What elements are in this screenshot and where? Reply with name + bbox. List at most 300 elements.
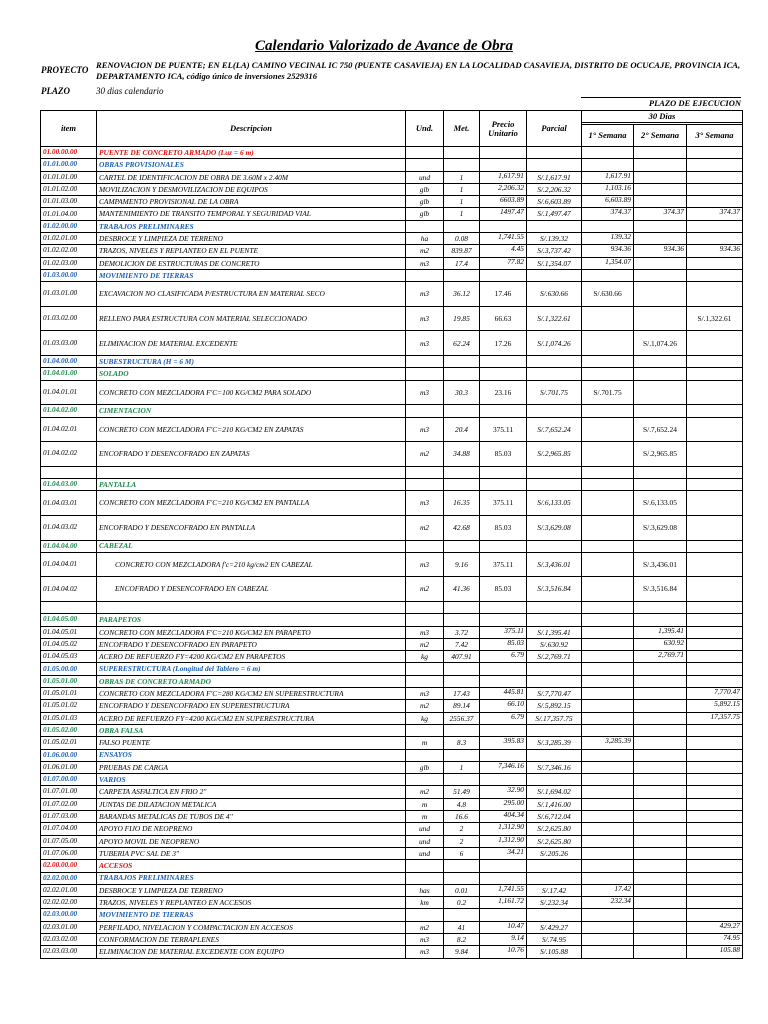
und-cell: m <box>406 811 444 823</box>
table-row <box>41 921 743 933</box>
precio-cell <box>480 220 527 232</box>
semana-1-cell <box>582 774 634 786</box>
precio-cell: 375.11 <box>480 417 527 442</box>
semana-2-cell <box>634 934 687 946</box>
precio-cell: 404.34 <box>480 811 527 823</box>
descripcion-cell: ACERO DE REFUERZO FY=4200 KG/CM2 EN PARAPETOS <box>97 651 406 663</box>
met-cell: 17.43 <box>444 688 480 700</box>
item-cell: 01.06.00.00 <box>41 749 97 761</box>
semana-1-cell <box>582 356 634 368</box>
und-cell: m2 <box>406 515 444 540</box>
semana-3-cell <box>687 872 743 884</box>
item-cell: 01.04.01.01 <box>41 380 97 405</box>
semana-1-cell <box>582 724 634 736</box>
precio-cell <box>480 663 527 675</box>
semana-1-cell <box>582 159 634 171</box>
semana-3-cell <box>687 811 743 823</box>
precio-cell: 6603.89 <box>480 196 527 208</box>
descripcion-cell: PRUEBAS DE CARGA <box>97 761 406 773</box>
descripcion-cell: CONCRETO CON MEZCLADORA F'C=280 KG/CM2 EN SUPERESTRUCTURA <box>97 688 406 700</box>
met-cell <box>444 147 480 159</box>
precio-cell <box>480 356 527 368</box>
item-cell: 02.02.02.00 <box>41 897 97 909</box>
semana-2-cell: 374.37 <box>634 208 687 220</box>
met-cell: 2 <box>444 835 480 847</box>
und-cell: m3 <box>406 417 444 442</box>
descripcion-cell: MOVIMIENTO DE TIERRAS <box>97 269 406 281</box>
und-cell: m3 <box>406 306 444 331</box>
item-cell: 02.03.02.00 <box>41 934 97 946</box>
und-cell <box>406 147 444 159</box>
semana-1-cell <box>582 786 634 798</box>
item-cell: 01.07.04.00 <box>41 823 97 835</box>
und-cell <box>406 614 444 626</box>
table-row <box>41 761 743 773</box>
table-row <box>41 208 743 220</box>
met-cell: 407.91 <box>444 651 480 663</box>
met-cell <box>444 675 480 687</box>
und-cell: m2 <box>406 577 444 602</box>
descripcion-cell: ENCOFRADO Y DESENCOFRADO EN CABEZAL <box>97 577 406 602</box>
semana-3-cell <box>687 491 743 516</box>
item-cell: 01.01.02.00 <box>41 183 97 195</box>
semana-3-cell <box>687 601 743 613</box>
semana-3-cell <box>687 909 743 921</box>
table-row <box>41 811 743 823</box>
semana-3-cell <box>687 786 743 798</box>
precio-cell <box>480 540 527 552</box>
semana-1-cell <box>582 909 634 921</box>
parcial-cell <box>527 368 582 380</box>
descripcion-cell: OBRAS DE CONCRETO ARMADO <box>97 675 406 687</box>
parcial-cell: S/.630.66 <box>527 282 582 307</box>
und-cell: ha <box>406 233 444 245</box>
semana-2-cell <box>634 688 687 700</box>
section-row <box>41 540 743 552</box>
precio-cell: 7,346.16 <box>480 761 527 773</box>
section-row <box>41 147 743 159</box>
semana-2-cell <box>634 368 687 380</box>
semana-3-cell: 374.37 <box>687 208 743 220</box>
parcial-cell: S/.205.26 <box>527 847 582 859</box>
precio-cell <box>480 269 527 281</box>
und-cell: m2 <box>406 442 444 467</box>
semana-3-cell <box>687 479 743 491</box>
met-cell: 3.72 <box>444 626 480 638</box>
semana-1-cell <box>582 688 634 700</box>
precio-cell: 6.79 <box>480 712 527 724</box>
descripcion-cell: CIMENTACION <box>97 405 406 417</box>
item-cell: 02.03.01.00 <box>41 921 97 933</box>
precio-cell: 1,161.72 <box>480 897 527 909</box>
descripcion-cell: PERFILADO, NIVELACION Y COMPACTACION EN ACCESOS <box>97 921 406 933</box>
und-cell: m3 <box>406 282 444 307</box>
semana-3-cell <box>687 577 743 602</box>
semana-1-cell <box>582 491 634 516</box>
und-cell <box>406 872 444 884</box>
section-row <box>41 368 743 380</box>
semana-1-cell <box>582 798 634 810</box>
semana-1-cell: 3,285.39 <box>582 737 634 749</box>
descripcion-cell: OBRAS PROVISIONALES <box>97 159 406 171</box>
semana-2-cell <box>634 835 687 847</box>
semana-3-cell <box>687 552 743 577</box>
precio-cell <box>480 675 527 687</box>
met-cell: 0.2 <box>444 897 480 909</box>
precio-cell: 85.03 <box>480 442 527 467</box>
table-row <box>41 626 743 638</box>
semana-2-cell <box>634 897 687 909</box>
und-cell: glb <box>406 183 444 195</box>
table-row <box>41 601 743 613</box>
met-cell: 41.36 <box>444 577 480 602</box>
met-cell: 20.4 <box>444 417 480 442</box>
descripcion-cell: ELIMINACION DE MATERIAL EXCEDENTE CON EQUIPO <box>97 946 406 958</box>
precio-cell: 77.82 <box>480 257 527 269</box>
precio-cell: 32.90 <box>480 786 527 798</box>
und-cell: m2 <box>406 921 444 933</box>
header-descripcion: Descripcion <box>97 111 406 147</box>
parcial-cell <box>527 466 582 478</box>
header-semana-2: 2° Semana <box>634 125 687 147</box>
semana-3-cell <box>687 651 743 663</box>
descripcion-cell: RELLENO PARA ESTRUCTURA CON MATERIAL SELECCIONADO <box>97 306 406 331</box>
precio-cell <box>480 147 527 159</box>
precio-cell <box>480 724 527 736</box>
item-cell: 01.04.03.01 <box>41 491 97 516</box>
item-cell: 01.04.05.03 <box>41 651 97 663</box>
item-cell: 01.04.05.02 <box>41 638 97 650</box>
precio-cell: 17.26 <box>480 331 527 356</box>
semana-3-cell <box>687 860 743 872</box>
semana-1-cell <box>582 405 634 417</box>
parcial-cell <box>527 159 582 171</box>
und-cell: m2 <box>406 638 444 650</box>
descripcion-cell: ENCOFRADO Y DESENCOFRADO EN PANTALLA <box>97 515 406 540</box>
semana-1-cell <box>582 442 634 467</box>
semana-1-cell: 17.42 <box>582 884 634 896</box>
semana-3-cell <box>687 884 743 896</box>
table-row <box>41 306 743 331</box>
item-cell: 01.04.05.01 <box>41 626 97 638</box>
item-cell: 01.02.01.00 <box>41 233 97 245</box>
semana-2-cell: S/.2,965.85 <box>634 442 687 467</box>
semana-3-cell: 17,357.75 <box>687 712 743 724</box>
item-cell: 01.01.00.00 <box>41 159 97 171</box>
item-cell: 01.03.01.00 <box>41 282 97 307</box>
semana-3-cell <box>687 749 743 761</box>
precio-cell: 17.46 <box>480 282 527 307</box>
item-cell: 01.04.02.01 <box>41 417 97 442</box>
item-cell: 01.04.01.00 <box>41 368 97 380</box>
met-cell: 30.3 <box>444 380 480 405</box>
parcial-cell: S/.1,617.91 <box>527 171 582 183</box>
semana-2-cell: S/.3,516.84 <box>634 577 687 602</box>
parcial-cell: S/.3,436.01 <box>527 552 582 577</box>
section-row <box>41 479 743 491</box>
semana-2-cell <box>634 159 687 171</box>
table-row <box>41 183 743 195</box>
met-cell <box>444 909 480 921</box>
precio-cell <box>480 601 527 613</box>
parcial-cell: S/.105.88 <box>527 946 582 958</box>
semana-2-cell <box>634 540 687 552</box>
met-cell <box>444 356 480 368</box>
item-cell: 01.07.06.00 <box>41 847 97 859</box>
met-cell: 36.12 <box>444 282 480 307</box>
precio-cell: 66.63 <box>480 306 527 331</box>
semana-2-cell <box>634 233 687 245</box>
und-cell: kg <box>406 712 444 724</box>
item-cell: 01.00.00.00 <box>41 147 97 159</box>
parcial-cell: S/.1,694.02 <box>527 786 582 798</box>
met-cell: 2556.37 <box>444 712 480 724</box>
met-cell: 16.6 <box>444 811 480 823</box>
semana-1-cell <box>582 552 634 577</box>
semana-3-cell <box>687 405 743 417</box>
parcial-cell: S/.2,769.71 <box>527 651 582 663</box>
und-cell: und <box>406 171 444 183</box>
semana-3-cell <box>687 675 743 687</box>
semana-2-cell <box>634 257 687 269</box>
und-cell: m3 <box>406 934 444 946</box>
semana-3-cell <box>687 368 743 380</box>
und-cell: glb <box>406 208 444 220</box>
semana-3-cell <box>687 356 743 368</box>
semana-1-cell <box>582 761 634 773</box>
und-cell: m3 <box>406 688 444 700</box>
semana-2-cell <box>634 306 687 331</box>
item-cell: 01.04.03.00 <box>41 479 97 491</box>
semana-1-cell: S/.630.66 <box>582 282 634 307</box>
semana-3-cell <box>687 220 743 232</box>
parcial-cell <box>527 220 582 232</box>
semana-2-cell <box>634 761 687 773</box>
parcial-cell: S/.6,133.05 <box>527 491 582 516</box>
parcial-cell <box>527 774 582 786</box>
descripcion-cell: MOVILIZACION Y DESMOVILIZACION DE EQUIPOS <box>97 183 406 195</box>
descripcion-cell: DEMOLICION DE ESTRUCTURAS DE CONCRETO <box>97 257 406 269</box>
semana-1-cell <box>582 934 634 946</box>
met-cell <box>444 872 480 884</box>
item-cell <box>41 466 97 478</box>
semana-1-cell <box>582 466 634 478</box>
table-row <box>41 417 743 442</box>
semana-3-cell <box>687 171 743 183</box>
descripcion-cell: FALSO PUENTE <box>97 737 406 749</box>
semana-2-cell <box>634 614 687 626</box>
parcial-cell <box>527 724 582 736</box>
descripcion-cell: CONCRETO CON MEZCLADORA F'C=210 KG/CM2 EN PARAPETO <box>97 626 406 638</box>
parcial-cell: S/.7,652.24 <box>527 417 582 442</box>
und-cell: m3 <box>406 491 444 516</box>
parcial-cell: S/.701.75 <box>527 380 582 405</box>
semana-2-cell <box>634 220 687 232</box>
header-met: Met. <box>444 111 480 147</box>
met-cell: 62.24 <box>444 331 480 356</box>
precio-cell: 10.76 <box>480 946 527 958</box>
semana-3-cell <box>687 196 743 208</box>
item-cell: 01.05.02.00 <box>41 724 97 736</box>
parcial-cell <box>527 872 582 884</box>
semana-3-cell <box>687 626 743 638</box>
item-cell: 02.02.01.00 <box>41 884 97 896</box>
und-cell <box>406 159 444 171</box>
semana-2-cell <box>634 798 687 810</box>
table-row <box>41 688 743 700</box>
precio-cell: 1,741.55 <box>480 233 527 245</box>
table-row <box>41 884 743 896</box>
parcial-cell: S/.2,625.80 <box>527 823 582 835</box>
semana-3-cell <box>687 331 743 356</box>
descripcion-cell: CONCRETO CON MEZCLADORA F'C=100 KG/CM2 PARA SOLADO <box>97 380 406 405</box>
descripcion-cell: PARAPETOS <box>97 614 406 626</box>
header-item: item <box>41 111 97 147</box>
parcial-cell: S/.5,892.15 <box>527 700 582 712</box>
semana-2-cell <box>634 466 687 478</box>
semana-2-cell: S/.3,436.01 <box>634 552 687 577</box>
parcial-cell: S/.3,629.08 <box>527 515 582 540</box>
met-cell: 1 <box>444 171 480 183</box>
parcial-cell <box>527 147 582 159</box>
header-precio <box>480 111 527 147</box>
semana-1-cell <box>582 269 634 281</box>
parcial-cell: S/.17,357.75 <box>527 712 582 724</box>
met-cell: 6 <box>444 847 480 859</box>
semana-1-cell: 934.36 <box>582 245 634 257</box>
precio-cell <box>480 860 527 872</box>
met-cell <box>444 614 480 626</box>
met-cell: 9.84 <box>444 946 480 958</box>
met-cell <box>444 774 480 786</box>
und-cell: m3 <box>406 946 444 958</box>
parcial-cell: S/.2,965.85 <box>527 442 582 467</box>
met-cell: 51.49 <box>444 786 480 798</box>
parcial-cell: S/.1,354.07 <box>527 257 582 269</box>
met-cell: 839.87 <box>444 245 480 257</box>
met-cell: 17.4 <box>444 257 480 269</box>
item-cell: 01.04.04.02 <box>41 577 97 602</box>
und-cell: m3 <box>406 257 444 269</box>
table-row <box>41 798 743 810</box>
precio-cell <box>480 614 527 626</box>
header-dias: 30 Dias <box>582 111 743 123</box>
semana-2-cell <box>634 282 687 307</box>
parcial-cell: S/.630.92 <box>527 638 582 650</box>
met-cell: 0.01 <box>444 884 480 896</box>
table-row <box>41 638 743 650</box>
met-cell <box>444 860 480 872</box>
precio-cell: 1497.47 <box>480 208 527 220</box>
semana-1-cell <box>582 626 634 638</box>
met-cell: 8.3 <box>444 737 480 749</box>
parcial-cell: S/.1,395.41 <box>527 626 582 638</box>
semana-2-cell <box>634 909 687 921</box>
parcial-cell <box>527 405 582 417</box>
section-row <box>41 159 743 171</box>
item-cell: 02.03.03.00 <box>41 946 97 958</box>
section-row <box>41 860 743 872</box>
table-row <box>41 897 743 909</box>
met-cell <box>444 749 480 761</box>
semana-2-cell <box>634 356 687 368</box>
semana-2-cell: 934.36 <box>634 245 687 257</box>
descripcion-cell: APOYO MOVIL DE NEOPRENO <box>97 835 406 847</box>
semana-3-cell <box>687 515 743 540</box>
semana-2-cell <box>634 380 687 405</box>
precio-cell: 1,617.91 <box>480 171 527 183</box>
semana-2-cell <box>634 811 687 823</box>
descripcion-cell: ENSAYOS <box>97 749 406 761</box>
table-row <box>41 233 743 245</box>
table-row <box>41 491 743 516</box>
met-cell: 41 <box>444 921 480 933</box>
precio-cell: 34.21 <box>480 847 527 859</box>
parcial-cell: S/.7,770.47 <box>527 688 582 700</box>
semana-2-cell <box>634 171 687 183</box>
item-cell: 01.07.03.00 <box>41 811 97 823</box>
parcial-cell <box>527 356 582 368</box>
parcial-cell: S/.3,737.42 <box>527 245 582 257</box>
descripcion-cell: BARANDAS METALICAS DE TUBOS DE 4" <box>97 811 406 823</box>
section-row <box>41 220 743 232</box>
plazo-ejecucion-heading: PLAZO DE EJECUCION <box>581 97 741 110</box>
semana-3-cell <box>687 774 743 786</box>
semana-3-cell <box>687 417 743 442</box>
descripcion-cell: PUENTE DE CONCRETO ARMADO (Luz = 6 m) <box>97 147 406 159</box>
met-cell <box>444 220 480 232</box>
descripcion-cell: TUBERIA PVC SAL DE 3" <box>97 847 406 859</box>
met-cell: 1 <box>444 183 480 195</box>
item-cell <box>41 601 97 613</box>
section-row <box>41 872 743 884</box>
table-row <box>41 712 743 724</box>
precio-cell: 375.11 <box>480 491 527 516</box>
descripcion-cell: SUPERESTRUCTURA (Longitud del Tablero = 6 m) <box>97 663 406 675</box>
und-cell: m <box>406 737 444 749</box>
parcial-cell: S/.429.27 <box>527 921 582 933</box>
item-cell: 01.04.02.02 <box>41 442 97 467</box>
met-cell: 2 <box>444 823 480 835</box>
descripcion-cell: SUBESTRUCTURA (H = 6 M) <box>97 356 406 368</box>
item-cell: 01.04.05.00 <box>41 614 97 626</box>
semana-3-cell <box>687 183 743 195</box>
item-cell: 01.04.04.00 <box>41 540 97 552</box>
table-row <box>41 515 743 540</box>
item-cell: 01.07.01.00 <box>41 786 97 798</box>
semana-3-cell: 105.88 <box>687 946 743 958</box>
met-cell: 34.88 <box>444 442 480 467</box>
precio-cell: 4.45 <box>480 245 527 257</box>
table-row <box>41 282 743 307</box>
und-cell <box>406 405 444 417</box>
semana-2-cell <box>634 269 687 281</box>
precio-cell: 23.16 <box>480 380 527 405</box>
parcial-cell: S/.3,516.84 <box>527 577 582 602</box>
und-cell <box>406 540 444 552</box>
semana-2-cell <box>634 663 687 675</box>
semana-3-cell <box>687 847 743 859</box>
parcial-cell: S/.1,074.26 <box>527 331 582 356</box>
descripcion-cell: ELIMINACION DE MATERIAL EXCEDENTE <box>97 331 406 356</box>
header-und: Und. <box>406 111 444 147</box>
item-cell: 02.02.00.00 <box>41 872 97 884</box>
descripcion-cell: TRABAJOS PRELIMINARES <box>97 872 406 884</box>
item-cell: 01.02.02.00 <box>41 245 97 257</box>
semana-1-cell: S/.701.75 <box>582 380 634 405</box>
parcial-cell: S/.6,603.89 <box>527 196 582 208</box>
item-cell: 01.05.00.00 <box>41 663 97 675</box>
